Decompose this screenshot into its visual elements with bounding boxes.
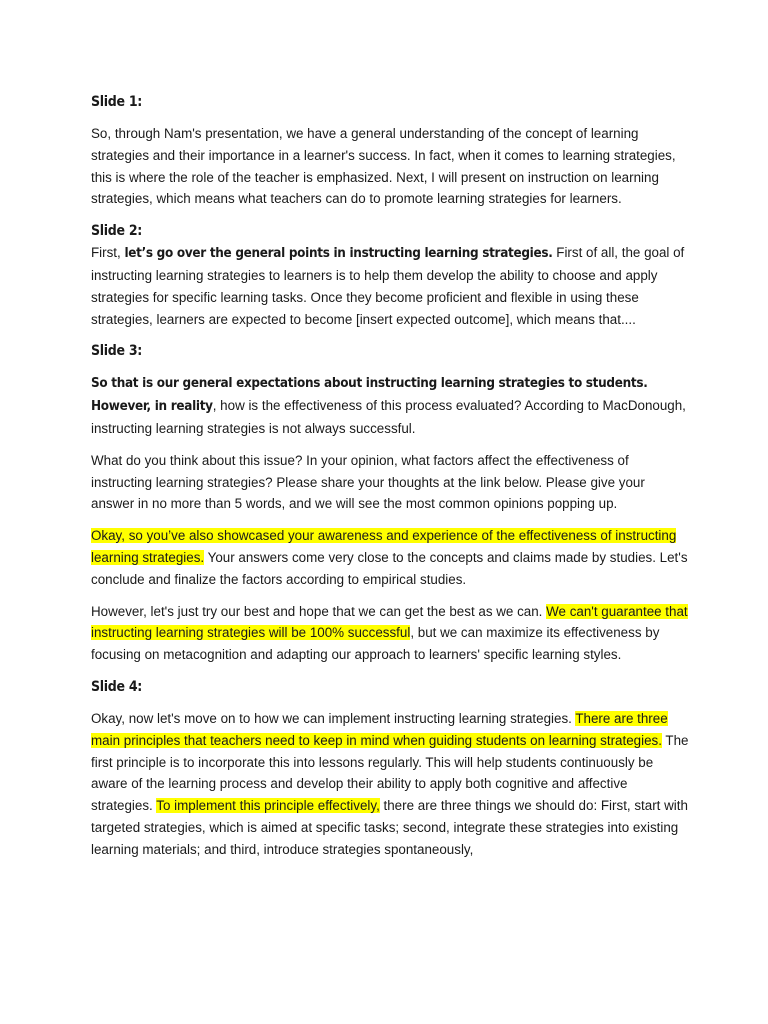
slide3-text-rest: , how is the effectiveness of this process evaluated? According to MacDonough, instructing learning strategies is not always successful. (91, 398, 686, 436)
slide3-p3-rest: Your answers come very close to the concepts and claims made by studies. Let's conclude and finalize the factors according to empirical studies. (91, 549, 688, 587)
highlighted-text: To implement this principle effectively, (156, 798, 380, 814)
slide4-text-end: there are three things we should do: First, start with targeted strategies, which is aimed at specific tasks; second, integrate these strategies into existing learning materials; and third, introduce strategies spontaneously, (91, 798, 688, 857)
slide3-paragraph-3 (91, 525, 691, 590)
slide3-p4-rest: , but we can maximize its effectiveness by focusing on metacognition and adapting our approach to learners' specific learning styles. (91, 625, 660, 663)
slide2-text-start: First, (91, 245, 125, 261)
slide3-p4-start: However, let's just try our best and hope that we can get the best as we can. (91, 603, 547, 619)
slide3-bold-text: So that is our general expectations about instructing learning strategies to students. However, in reality (91, 376, 648, 415)
highlighted-text: Okay, so you’ve also showcased your awareness and experience of the effectiveness of instructing learning strategies. (91, 528, 677, 565)
slide2-paragraph (91, 242, 691, 330)
slide2-text-rest: First of all, the goal of instructing learning strategies to learners is to help them develop the ability to choose and apply strategies for specific learning tasks. Once they become proficient and flexible in using these strategies, learners are expected to become [insert expected outcome], which means that.... (91, 245, 685, 327)
slide4-heading: Slide 4: (91, 678, 143, 695)
slide3-paragraph-4 (91, 601, 691, 666)
slide2-bold-text: let’s go over the general points in instructing learning strategies. (124, 246, 553, 262)
highlighted-text: There are three main principles that teachers need to keep in mind when guiding students on learning strategies. (91, 710, 668, 748)
slide4-text-mid: The first principle is to incorporate this into lessons regularly. This will help students continuously be aware of the learning process and develop their ability to apply both cognitive and affective strategies. (91, 732, 689, 814)
slide2-heading: Slide 2: (91, 223, 143, 240)
slide1-paragraph: So, through Nam's presentation, we have a general understanding of the concept of learning strategies and their importance in a learner's success. In fact, when it comes to learning strategies, this is where the role of the teacher is emphasized. Next, I will present on instruction on learning strategies, which means what teachers can do to promote learning strategies for learners. (91, 126, 676, 207)
highlighted-text: We can't guarantee that instructing learning strategies will be 100% successful (91, 603, 688, 641)
slide3-paragraph-1 (91, 372, 691, 439)
document-page (91, 91, 691, 861)
slide4-paragraph (91, 708, 691, 861)
slide1-heading: Slide 1: (91, 94, 143, 110)
slide3-paragraph-2: What do you think about this issue? In your opinion, what factors affect the effectiveness of instructing learning strategies? Please share your thoughts at the link below. Please give your answer in no more than 5 words, and we will see the most common opinions popping up. (91, 452, 645, 512)
slide4-text-start: Okay, now let's move on to how we can implement instructing learning strategies. (91, 710, 576, 726)
slide3-heading: Slide 3: (91, 343, 143, 360)
